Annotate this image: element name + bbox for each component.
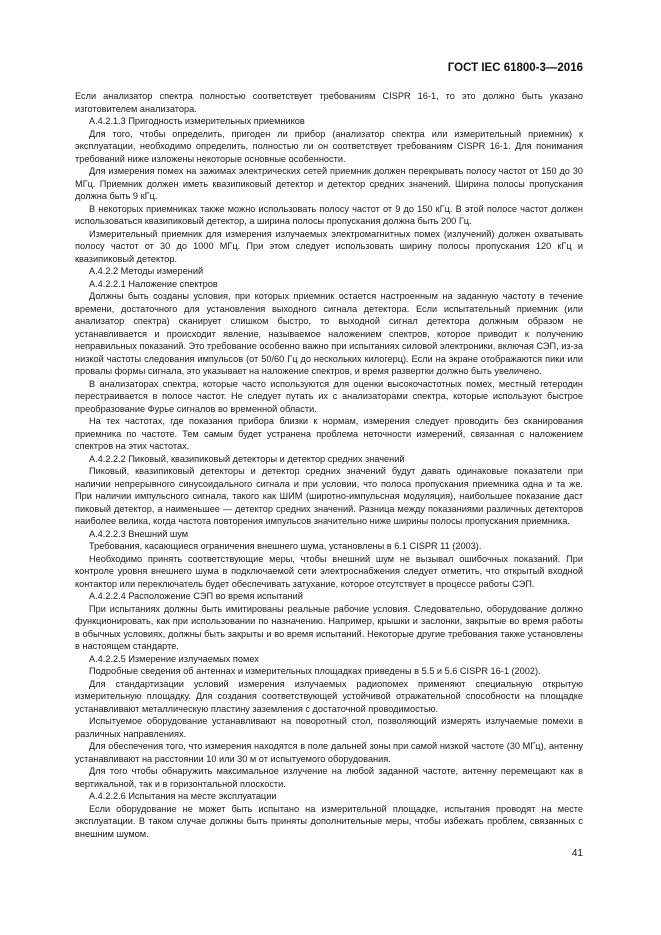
document-body xyxy=(75,90,583,840)
paragraph: Для обеспечения того, что измерения находятся в поле дальней зоны при самой низкой частоте (30 МГц), антенну устанавливают на расстоянии 10 или 30 м от испытуемого оборудования. xyxy=(75,741,583,764)
paragraph: Если оборудование не может быть испытано на измерительной площадке, испытания проводят на месте эксплуатации. В таком случае должны быть приняты дополнительные меры, чтобы избежать проблем, связанных с внешним шумом. xyxy=(75,803,583,839)
section-heading: А.4.2.2.6 Испытания на месте эксплуатации xyxy=(89,791,277,801)
paragraph: Измерительный приемник для измерения излучаемых электромагнитных помех (излучений) должен охватывать полосу частот от 30 до 1000 МГц. При этом следует использовать ширину полосы пропускания 120 кГц и квазипиковый детектор. xyxy=(75,228,583,264)
paragraph: Подробные сведения об антеннах и измерительных площадках приведены в 5.5 и 5.6 CISPR 16-1 (2002). xyxy=(89,666,541,676)
document-header: ГОСТ IEC 61800-3—2016 xyxy=(447,62,583,74)
section-heading: А.4.2.2.3 Внешний шум xyxy=(89,528,189,539)
section-heading: А.4.2.2.1 Наложение спектров xyxy=(89,278,218,289)
paragraph: Если анализатор спектра полностью соответствует требованиям CISPR 16-1, то это должно быть указано изготовителем анализатора. xyxy=(75,91,583,114)
section-heading: А.4.2.2.5 Измерение излучаемых помех xyxy=(89,653,259,664)
paragraph: При испытаниях должны быть имитированы реальные рабочие условия. Следовательно, оборудование должно функционировать, как при использовании по назначению. Например, крышки и заслонки, закрытые во время работы в обычных условиях, должны быть закрыты и во время испытаний. Некоторые другие требования также установлены в настоящем стандарте. xyxy=(75,603,583,651)
paragraph: На тех частотах, где показания прибора близки к нормам, измерения следует проводить без сканирования приемника по частоте. Тем самым будет устранена проблема неточности измерений, связанная с наложением спектров на этих частотах. xyxy=(75,416,583,451)
paragraph: Для того, чтобы определить, пригоден ли прибор (анализатор спектра или измерительный приемник) к эксплуатации, необходимо определить, полностью ли он соответствует требованиям CISPR 16-1. Для понимания требований ниже изложены некоторые основные особенности. xyxy=(75,128,583,164)
paragraph: В некоторых приемниках также можно использовать полосу частот от 9 до 150 кГц. В этой полосе частот должен использоваться квазипиковый детектор, а ширина полосы пропускания должна быть 200 Гц. xyxy=(75,203,583,226)
page-number: 41 xyxy=(571,848,583,859)
section-heading: А.4.2.2 Методы измерений xyxy=(89,266,204,276)
paragraph: Для измерения помех на зажимах электрических сетей приемник должен перекрывать полосу частот от 150 до 30 МГц. Приемник должен иметь квазипиковый детектор и детектор средних значений. Ширина полосы пропускания должна быть 9 кГц. xyxy=(75,166,583,201)
paragraph: Необходимо принять соответствующие меры, чтобы внешний шум не вызывал ошибочных показаний. При контроле уровня внешнего шума в подключаемой сети электроснабжения следует отметить, что открытый входной контактор или переключатель будет обеспечивать затухание, которое отсутствует в процессе работы СЭП. xyxy=(75,553,583,589)
paragraph: Для стандартизации условий измерения излучаемых радиопомех применяют специальную открытую измерительную площадку. Для создания соответствующей устойчивой отражательной способности на площадке устанавливают металлическую пластину заземления с достаточной проводимостью. xyxy=(75,678,583,714)
section-heading: А.4.2.2.2 Пиковый, квазипиковый детекторы и детектор средних значений xyxy=(89,453,405,464)
paragraph: Для того чтобы обнаружить максимальное излучение на любой заданной частоте, антенну перемещают как в вертикальной, так и в горизонтальной плоскости. xyxy=(75,766,583,789)
paragraph: В анализаторах спектра, которые часто используются для оценки высокочастотных помех, местный гетеродин перестраивается в полосе частот. Не следует путать их с анализаторами спектра, которые используют быстрое преобразование Фурье сигналов во временной области. xyxy=(75,378,583,414)
paragraph: Должны быть созданы условия, при которых приемник остается настроенным на заданную частоту в течение времени, достаточного для установления выходного сигнала детектора. Если испытательный приемник (или анализатор спектра) сканирует слишком быстро, то выходной сигнал детектора должным образом не устанавливается и происходит явление, называемое наложением спектров, которое приводит к получению неправильных показаний. Это требование особенно важно при испытаниях силовой электроники, включая СЭП, из-за низкой частоты следования импульсов (от 50/60 Гц до нескольких килогерц). Если на экране отображаются пики или провалы формы сигнала, это указывает на наложение спектров, и время развертки должно быть увеличено. xyxy=(75,291,583,376)
paragraph: Требования, касающиеся ограничения внешнего шума, установлены в 6.1 CISPR 11 (2003). xyxy=(89,541,482,551)
section-heading: А.4.2.1.3 Пригодность измерительных приемников xyxy=(89,116,305,126)
section-heading: А.4.2.2.4 Расположение СЭП во время испытаний xyxy=(89,591,303,601)
paragraph: Пиковый, квазипиковый детекторы и детектор средних значений будут давать одинаковые показатели при наличии непрерывного синусоидального сигнала и при условии, что полоса пропускания приемника одна и та же. При наличии импульсного сигнала, такого как ШИМ (широтно-импульсная модуляция), наибольшее показание даст пиковый детектор, а наименьшее — детектор средних значений. Разница между показаниями различных детекторов наиболее велика, когда частота повторения импульсов значительно ниже ширины полосы пропускания приемника. xyxy=(75,466,583,526)
paragraph: Испытуемое оборудование устанавливают на поворотный стол, позволяющий измерять излучаемые помехи в различных направлениях. xyxy=(75,716,583,739)
